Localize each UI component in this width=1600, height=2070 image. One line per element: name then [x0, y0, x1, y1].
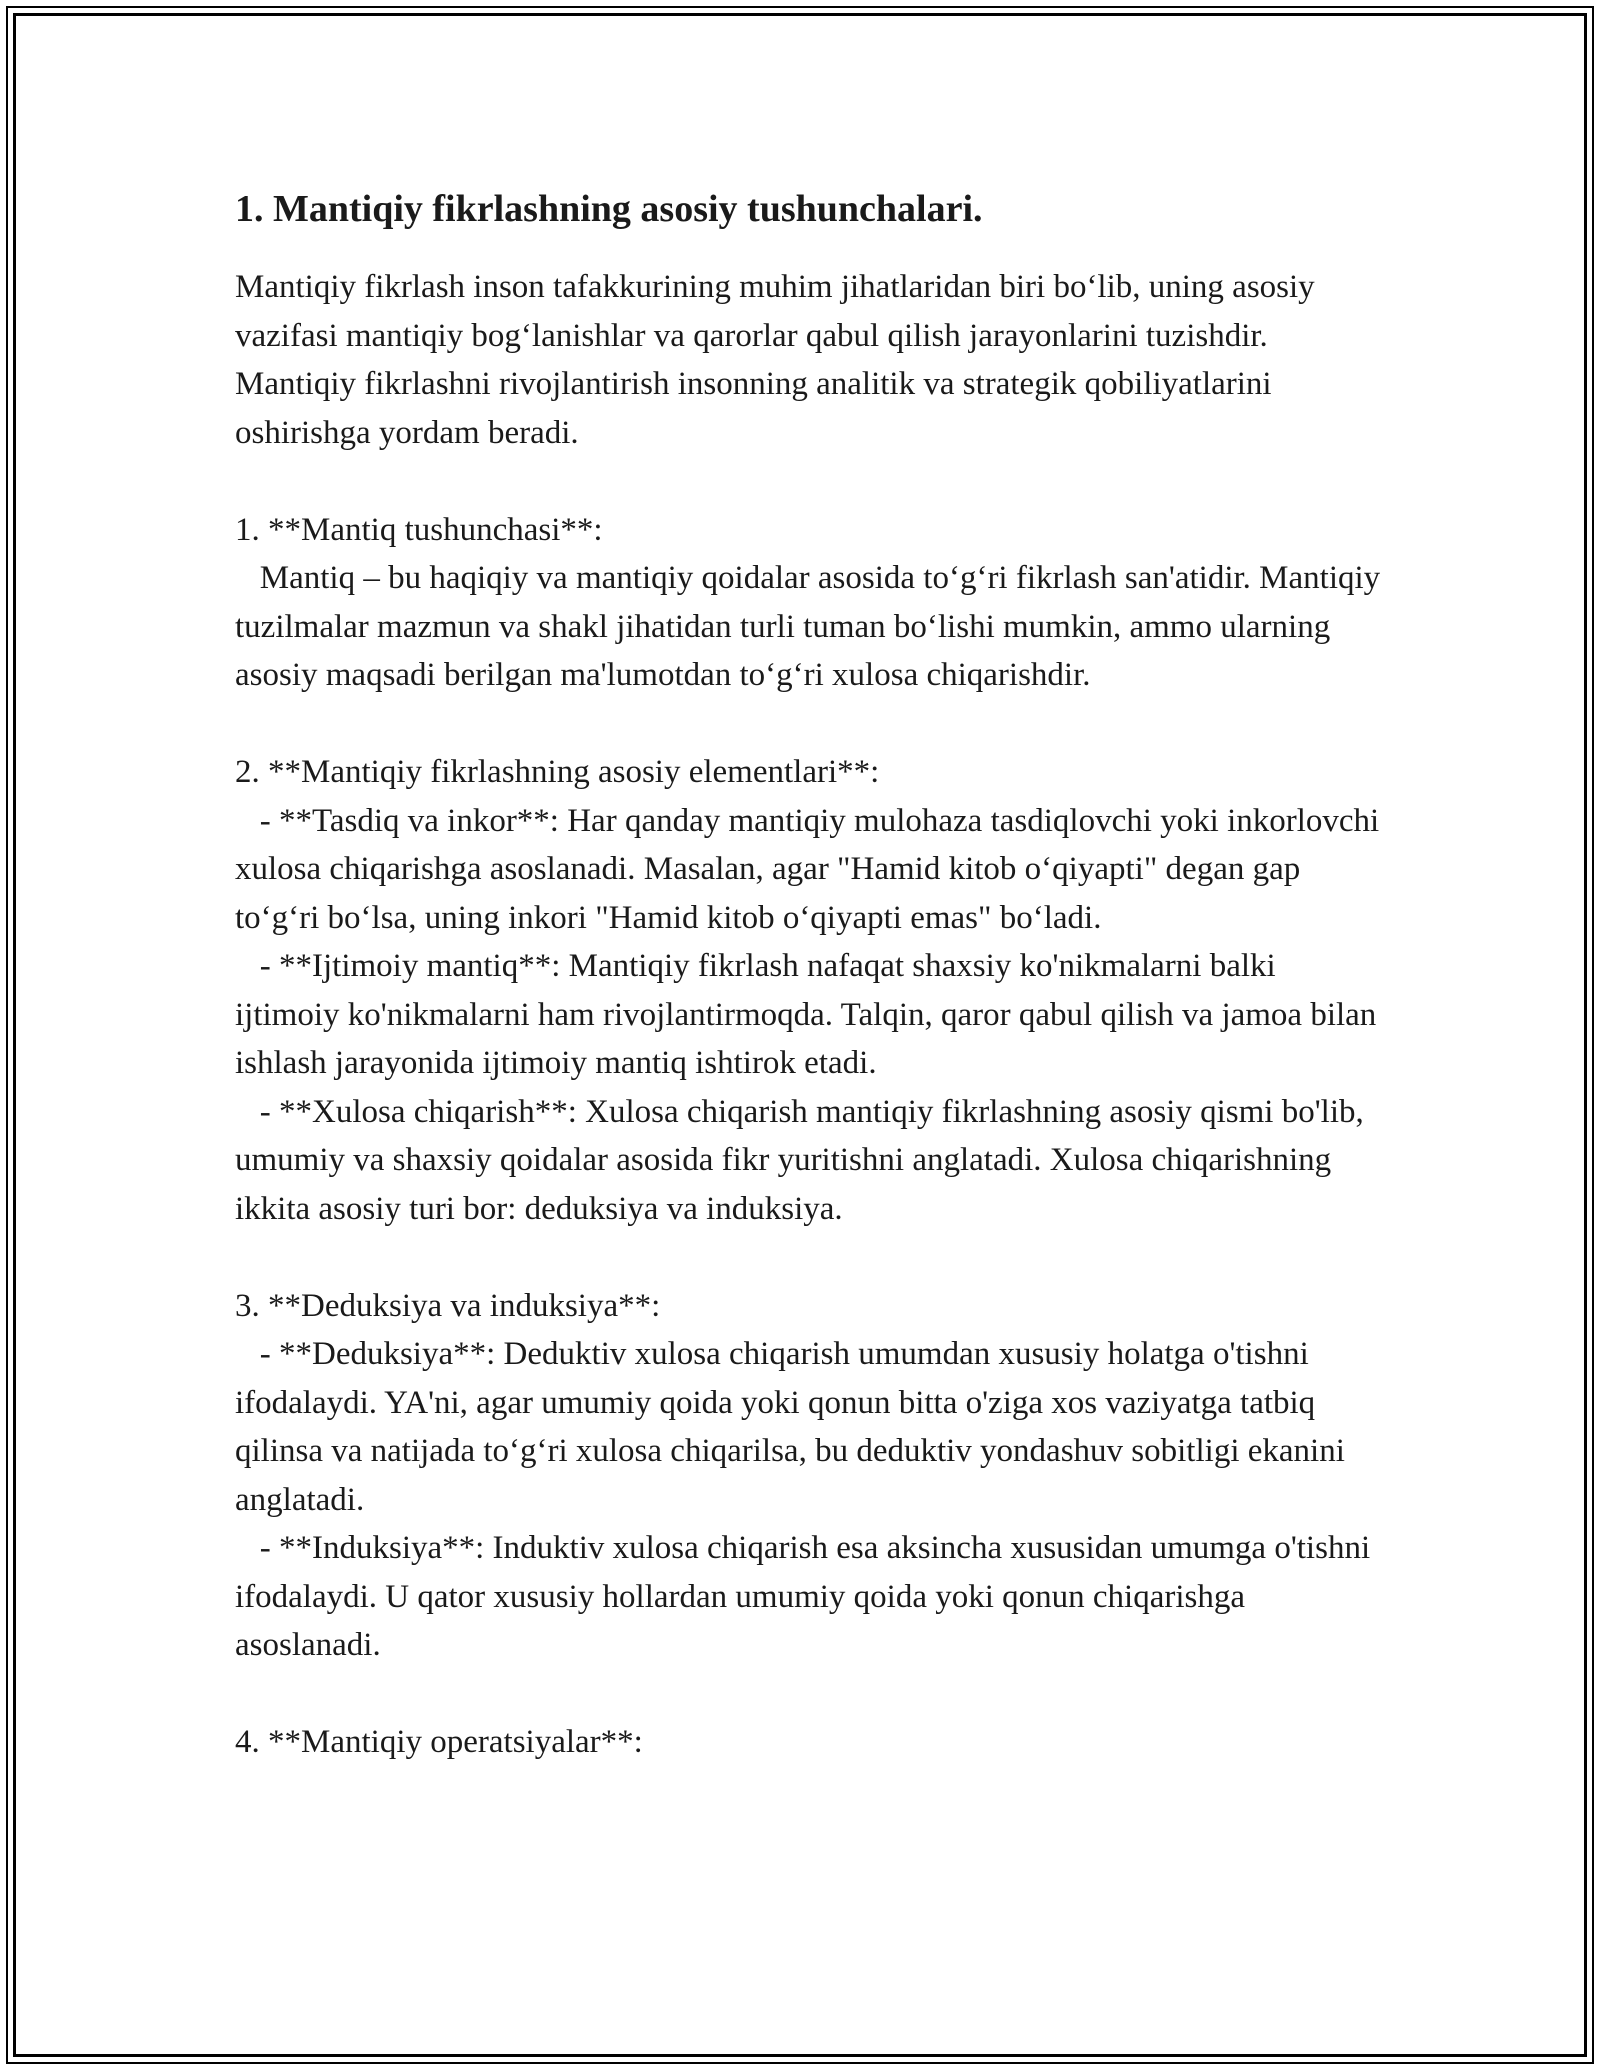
section-heading-elements: 2. **Mantiqiy fikrlashning asosiy elementlari**:	[235, 754, 880, 790]
document-body	[235, 185, 1389, 1767]
list-item-tasdiq: - **Tasdiq va inkor**: Har qanday mantiqiy mulohaza tasdiqlovchi yoki inkorlovchi xulosa chiqarishga asoslanadi. Masalan, agar "Hamid kitob o‘qiyapti" degan gap to‘g‘ri bo‘lsa, uning inkori "Hamid kitob o‘qiyapti emas" bo‘ladi.	[235, 802, 1388, 936]
list-item-ijtimoiy: - **Ijtimoiy mantiq**: Mantiqiy fikrlash nafaqat shaxsiy ko'nikmalarni balki ijtimoiy ko'nikmalarni ham rivojlantirmoqda. Talqin, qaror qabul qilish va jamoa bilan ishlash jarayonida ijtimoiy mantiq ishtirok etadi.	[235, 948, 1385, 1081]
section-heading-operatsiyalar: 4. **Mantiqiy operatsiyalar**:	[235, 1724, 643, 1760]
spacer	[235, 457, 1385, 506]
list-item-induksiya: - **Induksiya**: Induktiv xulosa chiqarish esa aksincha xususidan umumga o'tishni ifodalaydi. U qator xususiy hollardan umumiy qoida yoki qonun chiqarishga asoslanadi.	[235, 1530, 1379, 1663]
section-heading-mantiq: 1. **Mantiq tushunchasi**:	[235, 511, 603, 548]
section-heading-deduksiya: 3. **Deduksiya va induksiya**:	[235, 1287, 661, 1324]
spacer	[235, 700, 1385, 749]
spacer	[235, 1233, 1385, 1282]
list-item-deduksiya: - **Deduksiya**: Deduktiv xulosa chiqarish umumdan xususiy holatga o'tishni ifodalaydi. YA'ni, agar umumiy qoida yoki qonun bitta o'ziga xos vaziyatga tatbiq qilinsa va natijada to‘g‘ri xulosa chiqarilsa, bu deduktiv yondashuv sobitligi ekanini anglatadi.	[235, 1336, 1354, 1518]
spacer	[235, 1670, 1385, 1719]
section-text-mantiq: Mantiq – bu haqiqiy va mantiqiy qoidalar asosida to‘g‘ri fikrlash san'atidir. Mantiqiy tuzilmalar mazmun va shakl jihatidan turli tuman bo‘lishi mumkin, ammo ularning asosiy maqsadi berilgan ma'lumotdan to‘g‘ri xulosa chiqarishdir.	[235, 560, 1389, 693]
list-item-xulosa: - **Xulosa chiqarish**: Xulosa chiqarish mantiqiy fikrlashning asosiy qismi bo'lib, umumiy va shaxsiy qoidalar asosida fikr yuritishni anglatadi. Xulosa chiqarishning ikkita asosiy turi bor: deduksiya va induksiya.	[235, 1093, 1372, 1227]
document-title: 1. Mantiqiy fikrlashning asosiy tushunchalari.	[235, 188, 983, 230]
intro-paragraph: Mantiqiy fikrlash inson tafakkurining muhim jihatlaridan biri bo‘lib, uning asosiy vazifasi mantiqiy bog‘lanishlar va qarorlar qabul qilish jarayonlarini tuzishdir. Mantiqiy fikrlashni rivojlantirish insonning analitik va strategik qobiliyatlarini oshirishga yordam beradi.	[235, 269, 1323, 451]
